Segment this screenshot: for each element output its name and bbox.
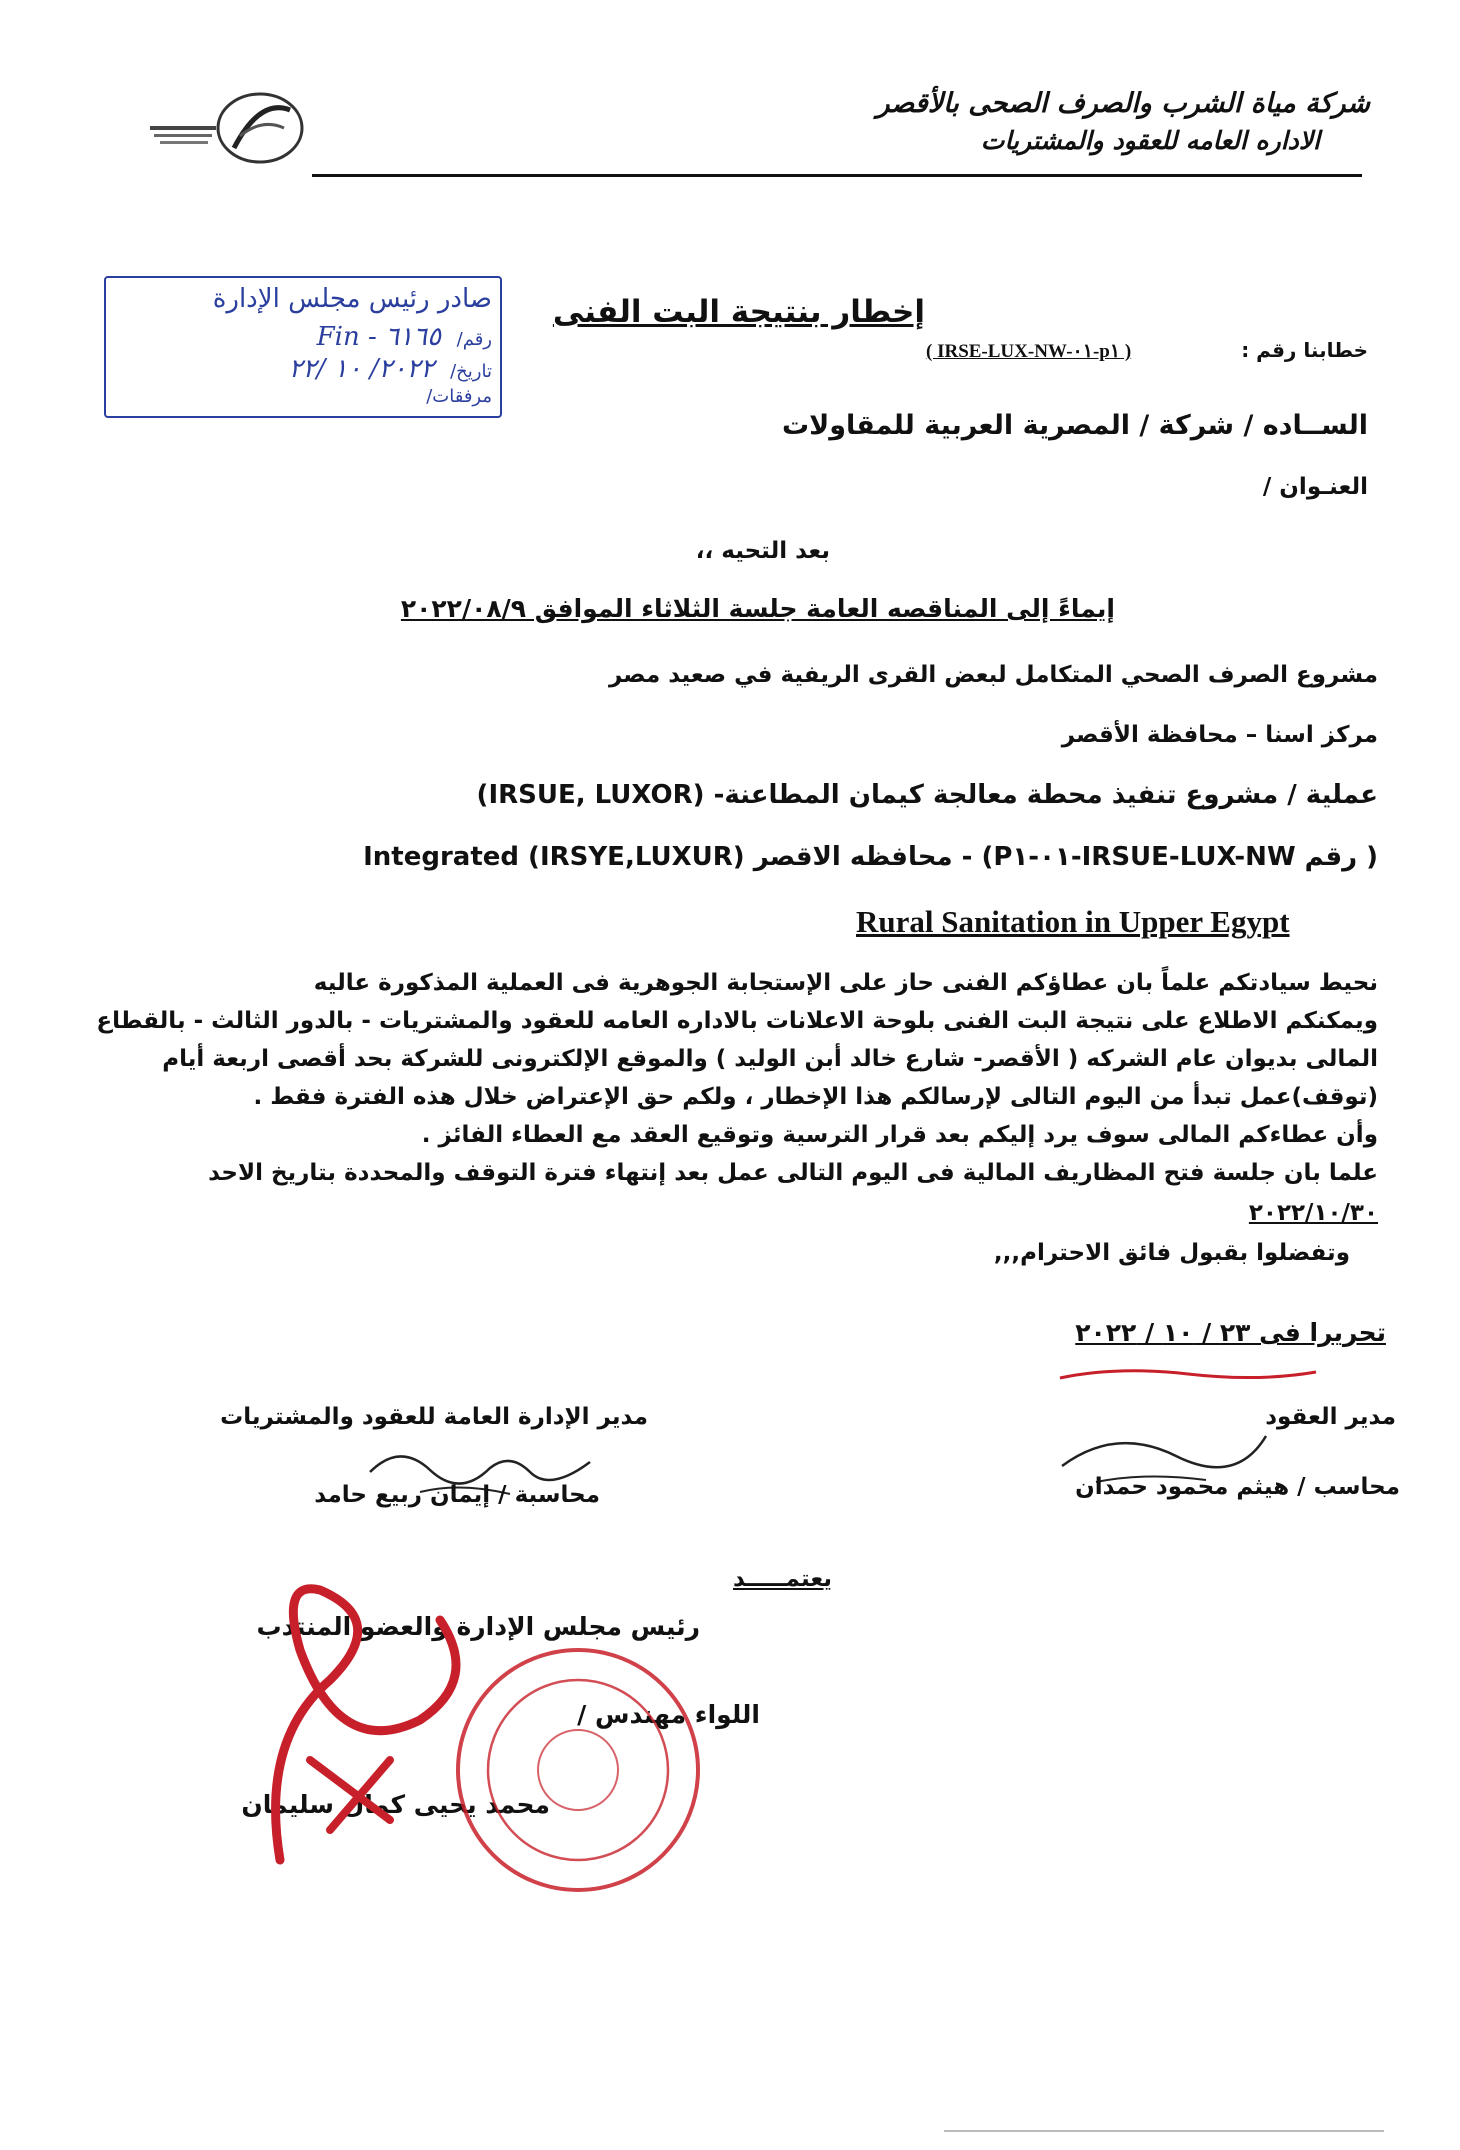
stamp-date-label: تاريخ/ [450,361,492,382]
company-logo [150,88,310,168]
tender-reference: إيماءً إلى المناقصه العامة جلسة الثلاثاء الموافق ٢٠٢٢/٠٨/٩ [400,594,1115,623]
stamp-date-row [112,354,492,382]
notice-line-3: المالى بديوان عام الشركه ( الأقصر- شارع خالد أبن الوليد ) والموقع الإلكترونى للشركة بحد أقصى اربعة أيام [162,1046,1378,1072]
notice-line-4: (توقف)عمل تبدأ من اليوم التالى لإرسالكم هذا الإخطار ، ولكم حق الإعتراض خلال هذه الفترة فقط . [253,1084,1378,1110]
stamp-number-value: ٦١٦٥ - Fin [316,322,441,352]
department-name: الاداره العامه للعقود والمشتريات [980,126,1320,155]
reference-number: ( IRSE-LUX-NW-٠١-p١ ) [926,341,1132,362]
approve-label: يعتمـــــد [732,1566,832,1592]
greeting: بعد التحيه ،، [695,538,830,564]
reference-label: خطابنا رقم : [1241,338,1368,362]
operation-line: عملية / مشروع تنفيذ محطة معالجة كيمان المطاعنة- (IRSUE, LUXOR) [476,780,1378,810]
chairman-title: رئيس مجلس الإدارة والعضو المنتدب [256,1612,700,1641]
english-title: Rural Sanitation in Upper Egypt [856,904,1290,939]
written-date: تحريرا فى ٢٣ / ١٠ / ٢٠٢٢ [1075,1318,1386,1347]
stamp-attachments: مرفقات/ [426,386,492,407]
notice-line-1: نحيط سيادتكم علماً بان عطاؤكم الفنى حاز على الإستجابة الجوهرية فى العملية المذكورة عاليه [313,970,1378,996]
chairman-signature [240,1560,540,1880]
notice-line-2: ويمكنكم الاطلاع على نتيجة البت الفنى بلوحة الاعلانات بالاداره العامه للعقود والمشتريات - بالدور الثالث - بالقطاع [96,1008,1378,1034]
notice-line-5: وأن عطاءكم المالى سوف يرد إليكم بعد قرار الترسية وتوقيع العقد مع العطاء الفائز . [421,1122,1378,1148]
stamp-title: صادر رئيس مجلس الإدارة [212,284,492,314]
left-signatory-name: محاسبة / إيمان ربيع حامد [314,1482,600,1508]
bottom-stub [944,2130,1384,2150]
header-rule [312,174,1362,177]
project-number-line: ( رقم IRSUE-LUX-NW-٠١-P١) - محافظه الاقصر (IRSYE,LUXUR) Integrated [363,842,1378,872]
red-date-underline [1058,1364,1318,1388]
center-line: مركز اسنا – محافظة الأقصر [1061,722,1378,748]
right-signatory-name: محاسب / هيثم محمود حمدان [1075,1474,1400,1500]
document-title: إخطار بنتيجة البت الفنى [552,294,925,330]
stamp-date-value: ٢٠٢٢/ ١٠ /٢٢ [288,354,435,384]
chairman-name: محمد يحيى كمال سليمان [241,1790,550,1819]
stamp-number-label: رقم/ [456,329,492,350]
right-signatory-title: مدير العقود [1265,1404,1396,1430]
project-line: مشروع الصرف الصحي المتكامل لبعض القرى الريفية في صعيد مصر [609,662,1378,688]
address-label: العنـوان / [1262,474,1368,500]
chairman-rank: اللواء مهندس / [577,1700,760,1729]
notice-line-6: علما بان جلسة فتح المظاريف المالية فى اليوم التالى عمل بعد إنتهاء فترة التوقف والمحددة بتاريخ الاحد [208,1160,1378,1186]
company-name: شركة مياة الشرب والصرف الصحى بالأقصر [876,88,1370,119]
session-date: ٢٠٢٢/١٠/٣٠ [1248,1200,1378,1226]
recipient: الســاده / شركة / المصرية العربية للمقاولات [781,410,1368,441]
closing: وتفضلوا بقبول فائق الاحترام,,, [993,1240,1350,1266]
left-signatory-title: مدير الإدارة العامة للعقود والمشتريات [220,1404,648,1430]
